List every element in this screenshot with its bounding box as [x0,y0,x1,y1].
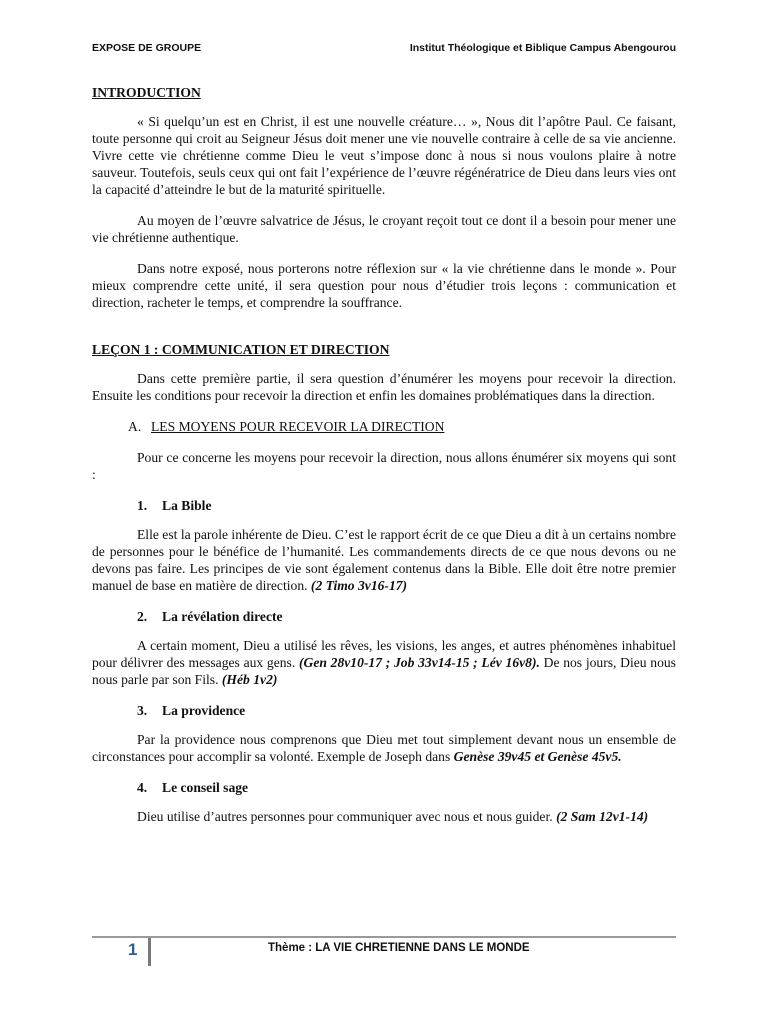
item-number: 4. [137,780,148,795]
page-number-divider [148,938,151,966]
item-text: Par la providence nous comprenons que Dieu met tout simplement devant nous un ensemble de circonstances pour accomplir sa volonté. Exemple de Joseph dans [92,732,676,764]
item-3-paragraph [92,731,676,765]
item-text: Dieu utilise d’autres personnes pour communiquer avec nous et nous guider. [137,809,553,824]
lecon-1-heading: LEÇON 1 : COMMUNICATION ET DIRECTION [92,342,390,357]
item-4-paragraph [92,808,676,825]
bible-reference: (Gen 28v10-17 ; Job 33v14-15 ; Lév 16v8). [298,655,540,670]
item-number: 1. [137,498,148,513]
item-number: 2. [137,609,148,624]
bible-reference: (2 Timo 3v16-17) [310,578,408,593]
footer-divider [92,936,676,938]
header-right: Institut Théologique et Biblique Campus Abengourou [409,42,676,54]
item-number: 3. [137,703,148,718]
introduction-paragraph-3: Dans notre exposé, nous porterons notre réflexion sur « la vie chrétienne dans le monde ». Pour mieux comprendre cette unité, il sera question pour nous d’étudier trois leçons : communication et direction, racheter le temps, et comprendre la souffrance. [92,261,676,310]
section-a-intro: Pour ce concerne les moyens pour recevoir la direction, nous allons énumérer six moyens qui sont : [92,450,676,482]
bible-reference: (2 Sam 12v1-14) [556,809,649,824]
bible-reference: Genèse 39v45 et Genèse 45v5. [453,749,622,764]
introduction-heading: INTRODUCTION [92,85,201,100]
item-2-paragraph [92,637,676,688]
item-title: Le conseil sage [162,780,249,795]
item-1-heading [137,497,676,514]
item-text: De nos jours, Dieu nous nous parle par son Fils. [92,655,676,687]
item-text: A certain moment, Dieu a utilisé les rêves, les visions, les anges, et autres phénomènes inhabituel pour délivrer des messages aux gens. [92,638,676,670]
item-1-paragraph [92,526,676,594]
footer-theme: Thème : LA VIE CHRETIENNE DANS LE MONDE [268,942,530,954]
item-text: Elle est la parole inhérente de Dieu. C’est le rapport écrit de ce que Dieu a dit à un certains nombre de personnes pour le bénéfice de l’humanité. Les commandements directs de ce que nous devons ou ne devons pas faire. Les principes de vie sont également contenus dans la Bible. Elle doit être notre premier manuel de base en matière de direction. [92,527,676,593]
item-3-heading [137,702,676,719]
header-left: EXPOSE DE GROUPE [92,42,202,54]
introduction-paragraph-1: « Si quelqu’un est en Christ, il est une nouvelle créature… », Nous dit l’apôtre Paul. Ce faisant, toute personne qui croit au Seigneur Jésus doit mener une vie nouvelle contraire à celle de sa vie ancienne. Vivre cette vie chrétienne comme Dieu le veut s’impose donc à nous si nous voulons plaire à notre sauveur. Toutefois, seuls ceux qui ont fait l’expérience de l’œuvre régénératrice de Dieu dans leurs vies ont la capacité d’atteindre le but de la maturité spirituelle. [92,114,676,197]
item-2-heading [137,608,676,625]
bible-reference: (Héb 1v2) [221,672,278,687]
item-4-heading [137,779,676,796]
section-a-title: LES MOYENS POUR RECEVOIR LA DIRECTION [151,419,445,434]
section-a-letter: A. [128,419,142,434]
introduction-paragraph-2: Au moyen de l’œuvre salvatrice de Jésus, le croyant reçoit tout ce dont il a besoin pour mener une vie chrétienne authentique. [92,213,676,245]
document-body [92,84,676,839]
item-title: La révélation directe [162,609,283,624]
section-a-heading [128,418,676,435]
item-title: La Bible [162,498,212,513]
lecon-1-intro: Dans cette première partie, il sera question d’énumérer les moyens pour recevoir la direction. Ensuite les conditions pour recevoir la direction et enfin les domaines problématiques dans la direction. [92,371,676,403]
item-title: La providence [162,703,246,718]
page-number: 1 [128,940,138,959]
